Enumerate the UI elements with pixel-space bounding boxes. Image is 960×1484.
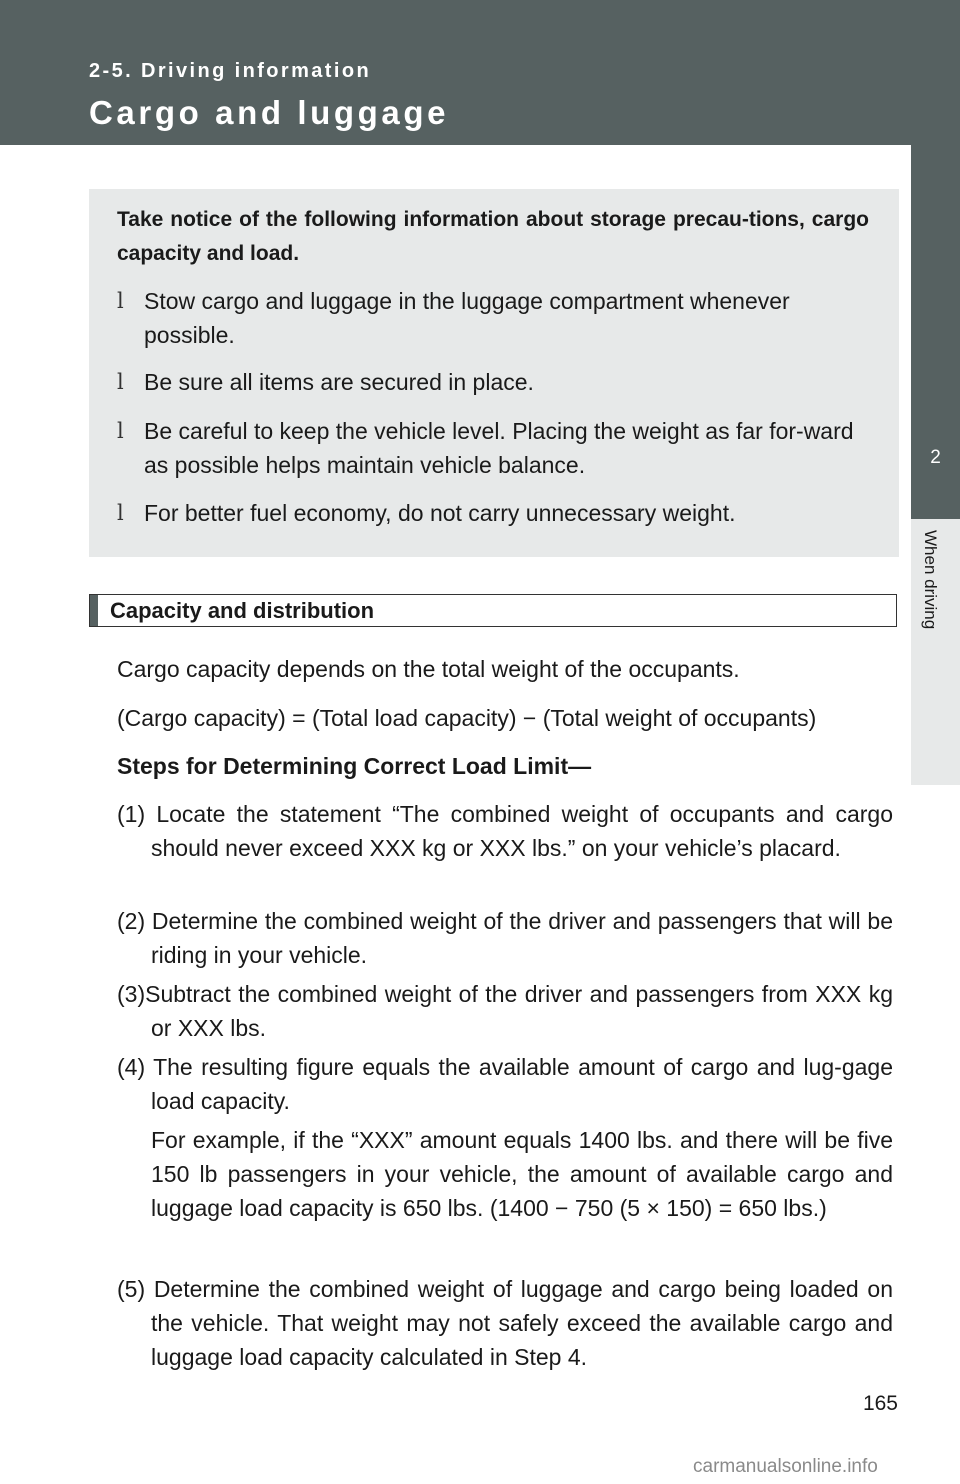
bullet-icon: l xyxy=(117,419,124,443)
capacity-formula: (Cargo capacity) = (Total load capacity) − (Total weight of occupants) xyxy=(117,705,817,731)
notice-bullet xyxy=(117,414,869,482)
notice-intro: Take notice of the following information about storage precau-tions, cargo capacity and load. xyxy=(117,208,869,265)
section-label: 2-5. Driving information xyxy=(89,60,372,82)
page-title: Cargo and luggage xyxy=(89,94,450,131)
notice-bullet-text: Stow cargo and luggage in the luggage compartment whenever possible. xyxy=(144,288,790,348)
section-heading: Capacity and distribution xyxy=(110,598,375,623)
step-item: (3)Subtract the combined weight of the driver and passengers from XXX kg or XXX lbs. xyxy=(117,981,893,1041)
page-number: 165 xyxy=(862,1392,898,1415)
notice-bullet-text: For better fuel economy, do not carry unnecessary weight. xyxy=(144,500,736,526)
bullet-icon: l xyxy=(117,501,124,525)
chapter-tab-label: When driving xyxy=(921,530,940,630)
notice-bullet-text: Be careful to keep the vehicle level. Placing the weight as far for-ward as possible helps maintain vehicle balance. xyxy=(144,418,854,478)
step-item: (4) The resulting figure equals the available amount of cargo and lug-gage load capacity. xyxy=(117,1054,893,1114)
body-paragraph: Cargo capacity depends on the total weight of the occupants. xyxy=(117,656,740,682)
bullet-icon: l xyxy=(117,289,124,313)
steps-heading: Steps for Determining Correct Load Limit— xyxy=(117,753,592,779)
step-item: (2) Determine the combined weight of the driver and passengers that will be riding in your vehicle. xyxy=(117,908,893,968)
section-heading-bar xyxy=(90,595,98,626)
section-heading-box xyxy=(89,594,897,627)
step-item: (5) Determine the combined weight of luggage and cargo being loaded on the vehicle. That weight may not safely exceed the available cargo and luggage load capacity calculated in Step 4. xyxy=(117,1276,893,1370)
notice-bullet-text: Be sure all items are secured in place. xyxy=(144,369,534,395)
notice-bullet xyxy=(117,284,869,352)
chapter-tab-number: 2 xyxy=(930,447,941,468)
step-example: For example, if the “XXX” amount equals 1400 lbs. and there will be five 150 lb passengers in your vehicle, the amount of available cargo and luggage load capacity is 650 lbs. (1400 − 750 (5 × 150) = 650 lbs.) xyxy=(151,1127,893,1221)
notice-bullet xyxy=(117,496,869,530)
bullet-icon: l xyxy=(117,370,124,394)
watermark: carmanualsonline.info xyxy=(693,1456,878,1477)
notice-bullet xyxy=(117,365,869,399)
step-item: (1) Locate the statement “The combined weight of occupants and cargo should never exceed XXX kg or XXX lbs.” on your vehicle’s placard. xyxy=(117,801,893,861)
